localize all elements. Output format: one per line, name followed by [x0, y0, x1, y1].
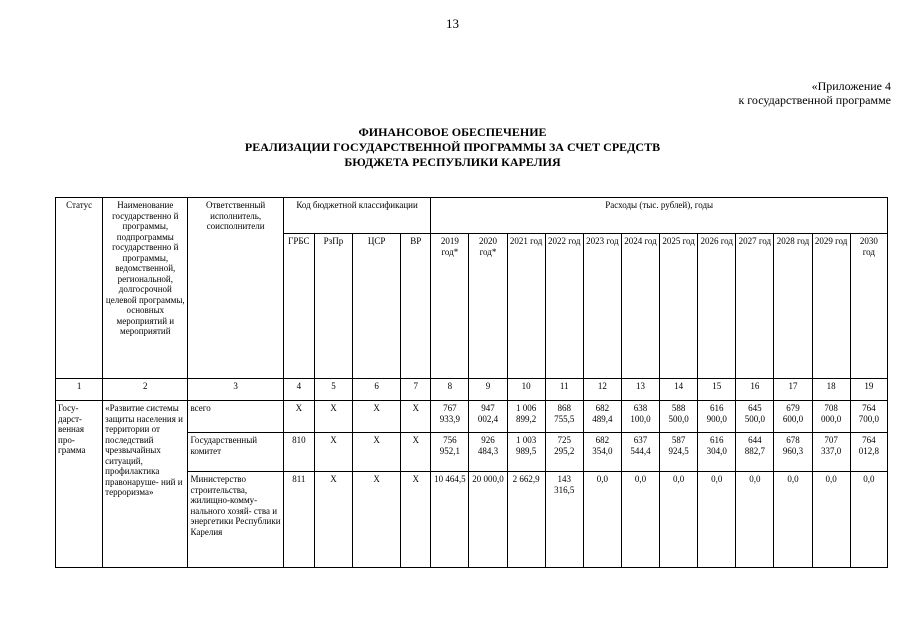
status-cell: Госу- дарст- венная про- грамма — [56, 401, 103, 568]
code-cell: Х — [401, 472, 431, 568]
code-cell: Х — [314, 401, 352, 433]
header-year: 2029 год — [812, 234, 850, 379]
code-cell: Х — [314, 433, 352, 472]
header-year: 2019 год* — [431, 234, 469, 379]
header-responsible: Ответственный исполнитель, соисполнители — [188, 198, 283, 379]
program-name-cell: «Развитие системы защиты населения и территории от последствий чрезвычайных ситуаций, профилактика правонаруше- ний и терроризма» — [103, 401, 188, 568]
code-cell: Х — [314, 472, 352, 568]
amount-cell: 764 700,0 — [850, 401, 887, 433]
header-year: 2020 год* — [469, 234, 507, 379]
amount-cell: 20 000,0 — [469, 472, 507, 568]
amount-cell: 0,0 — [774, 472, 812, 568]
column-number: 14 — [660, 379, 698, 401]
amount-cell: 616 900,0 — [698, 401, 736, 433]
amount-cell: 644 882,7 — [736, 433, 774, 472]
column-number: 9 — [469, 379, 507, 401]
amount-cell: 638 100,0 — [621, 401, 659, 433]
header-expenses: Расходы (тыс. рублей), годы — [431, 198, 888, 234]
header-year: 2027 год — [736, 234, 774, 379]
header-program-name: Наименование государственно й программы, подпрограммы государственно й программы, ведомственной, региональной, долгосрочной целевой программы, основных мероприятий и мероприятий — [103, 198, 188, 379]
amount-cell: 0,0 — [850, 472, 887, 568]
amount-cell: 143 316,5 — [545, 472, 583, 568]
code-cell: 811 — [283, 472, 314, 568]
amount-cell: 0,0 — [583, 472, 621, 568]
column-number: 3 — [188, 379, 283, 401]
code-cell: 810 — [283, 433, 314, 472]
column-number: 11 — [545, 379, 583, 401]
amount-cell: 10 464,5 — [431, 472, 469, 568]
amount-cell: 868 755,5 — [545, 401, 583, 433]
column-number: 6 — [353, 379, 401, 401]
column-number: 12 — [583, 379, 621, 401]
code-cell: Х — [401, 433, 431, 472]
column-number: 5 — [314, 379, 352, 401]
amount-cell: 947 002,4 — [469, 401, 507, 433]
financing-table — [55, 197, 888, 568]
header-year: 2025 год — [660, 234, 698, 379]
amount-cell: 679 600,0 — [774, 401, 812, 433]
header-year: 2024 год — [621, 234, 659, 379]
column-number: 13 — [621, 379, 659, 401]
responsible-cell: всего — [188, 401, 283, 433]
amount-cell: 756 952,1 — [431, 433, 469, 472]
amount-cell: 0,0 — [812, 472, 850, 568]
header-year: 2028 год — [774, 234, 812, 379]
column-number: 17 — [774, 379, 812, 401]
amount-cell: 587 924,5 — [660, 433, 698, 472]
header-status: Статус — [56, 198, 103, 379]
amount-cell: 764 012,8 — [850, 433, 887, 472]
header-code-col: ВР — [401, 234, 431, 379]
title-line-1: ФИНАНСОВОЕ ОБЕСПЕЧЕНИЕ — [358, 125, 547, 139]
amount-cell: 682 489,4 — [583, 401, 621, 433]
column-number: 16 — [736, 379, 774, 401]
amount-cell: 616 304,0 — [698, 433, 736, 472]
header-year: 2022 год — [545, 234, 583, 379]
amount-cell: 637 544,4 — [621, 433, 659, 472]
table-row — [56, 401, 888, 433]
appendix-line-1: «Приложение 4 — [811, 79, 891, 93]
amount-cell: 645 500,0 — [736, 401, 774, 433]
column-number: 18 — [812, 379, 850, 401]
amount-cell: 588 500,0 — [660, 401, 698, 433]
appendix-reference — [738, 79, 891, 107]
amount-cell: 0,0 — [660, 472, 698, 568]
amount-cell: 678 960,3 — [774, 433, 812, 472]
column-number: 7 — [401, 379, 431, 401]
column-number: 4 — [283, 379, 314, 401]
amount-cell: 0,0 — [736, 472, 774, 568]
column-number: 10 — [507, 379, 545, 401]
amount-cell: 2 662,9 — [507, 472, 545, 568]
column-number: 8 — [431, 379, 469, 401]
title-line-3: БЮДЖЕТА РЕСПУБЛИКИ КАРЕЛИЯ — [344, 155, 561, 169]
column-number: 19 — [850, 379, 887, 401]
header-year: 2030 год — [850, 234, 887, 379]
amount-cell: 708 000,0 — [812, 401, 850, 433]
appendix-line-2: к государственной программе — [738, 93, 891, 107]
amount-cell: 1 006 899,2 — [507, 401, 545, 433]
header-code-col: ЦСР — [353, 234, 401, 379]
column-number: 2 — [103, 379, 188, 401]
code-cell: Х — [283, 401, 314, 433]
amount-cell: 1 003 989,5 — [507, 433, 545, 472]
header-year: 2021 год — [507, 234, 545, 379]
header-budget-code: Код бюджетной классификации — [283, 198, 431, 234]
code-cell: Х — [401, 401, 431, 433]
amount-cell: 682 354,0 — [583, 433, 621, 472]
column-number: 1 — [56, 379, 103, 401]
title-line-2: РЕАЛИЗАЦИИ ГОСУДАРСТВЕННОЙ ПРОГРАММЫ ЗА СЧЕТ СРЕДСТВ — [244, 140, 661, 154]
amount-cell: 0,0 — [698, 472, 736, 568]
code-cell: Х — [353, 433, 401, 472]
responsible-cell: Государственный комитет — [188, 433, 283, 472]
amount-cell: 725 295,2 — [545, 433, 583, 472]
header-code-col: ГРБС — [283, 234, 314, 379]
code-cell: Х — [353, 401, 401, 433]
amount-cell: 767 933,9 — [431, 401, 469, 433]
document-title — [0, 125, 905, 170]
column-number: 15 — [698, 379, 736, 401]
header-code-col: РзПр — [314, 234, 352, 379]
amount-cell: 926 484,3 — [469, 433, 507, 472]
header-year: 2026 год — [698, 234, 736, 379]
header-year: 2023 год — [583, 234, 621, 379]
code-cell: Х — [353, 472, 401, 568]
amount-cell: 0,0 — [621, 472, 659, 568]
responsible-cell: Министерство строительства, жилищно-комму- нального хозяй- ства и энергетики Республики Карелия — [188, 472, 283, 568]
column-number-row — [56, 379, 888, 401]
page-number: 13 — [446, 16, 459, 31]
amount-cell: 707 337,0 — [812, 433, 850, 472]
